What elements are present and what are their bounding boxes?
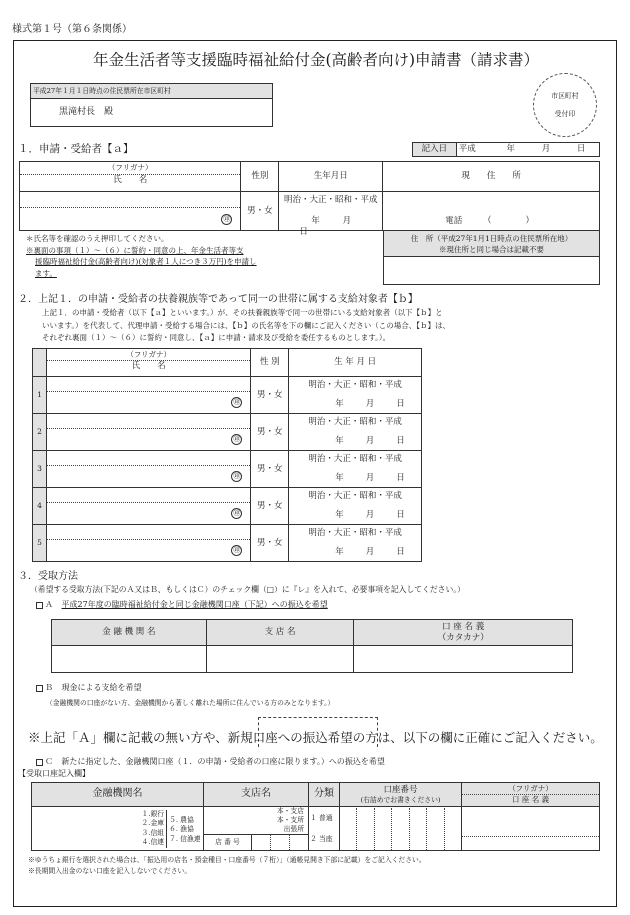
holder-label: 口 座 名 義 xyxy=(442,621,485,632)
dob-header: 生年月日 xyxy=(279,162,383,192)
applicant-name-field[interactable] xyxy=(20,192,241,231)
era-options: 明治・大正・昭和・平成 xyxy=(308,453,402,464)
branch-name-field[interactable] xyxy=(206,646,354,673)
year-label: 年 xyxy=(335,398,344,409)
dependent-name-field[interactable] xyxy=(46,451,250,488)
day-label: 日 xyxy=(396,509,405,520)
footnote-yucho: ※ゆうちょ銀行を選択された場合は、「振込用の店名・預金種目・口座番号（７桁）」（通帳見開き下部に記載）をご記入ください。 xyxy=(28,856,426,864)
option-b xyxy=(36,683,142,693)
seal-mark: ㊞ xyxy=(233,471,241,480)
entry-date-field[interactable] xyxy=(456,143,599,157)
name-label: 氏 名 xyxy=(113,174,148,185)
option-a xyxy=(36,600,328,610)
section3-heading: ３．受取方法 xyxy=(18,571,78,582)
year-label: 年 xyxy=(335,472,344,483)
month-label: 月 xyxy=(365,398,375,409)
day-label: 日 xyxy=(396,546,405,557)
holder-name-label: 口 座 名 義 xyxy=(511,795,550,804)
option-c xyxy=(36,757,385,767)
furigana-label: （フリガナ） xyxy=(20,163,240,175)
dep-gender-header: 性 別 xyxy=(251,349,289,377)
seal-mark: ㊞ xyxy=(233,545,241,554)
new-account-table xyxy=(31,782,600,851)
name-label: 氏 名 xyxy=(131,360,166,371)
bank-types-b xyxy=(167,810,201,848)
option-item: 出張所 xyxy=(283,825,304,833)
option-item: ２ 当座 xyxy=(310,834,333,843)
day-label: 日 xyxy=(396,398,405,409)
row-number: 1 xyxy=(33,377,47,414)
account-type-options[interactable] xyxy=(309,807,340,851)
row-number: 4 xyxy=(33,488,47,525)
era-options: 明治・大正・昭和・平成 xyxy=(308,527,402,538)
seal-mark: ㊞ xyxy=(233,397,241,406)
month-label: 月 xyxy=(365,509,375,520)
applicant-address-field[interactable] xyxy=(383,192,600,231)
month-label: 月 xyxy=(365,435,375,446)
phone-field[interactable]: （ ） xyxy=(482,216,534,227)
section3-instruction: （希望する受取方法(下記のＡ又はＢ、もしくはＣ）のチェック欄（□）に『レ』を入れて、必要事項を記入してください。） xyxy=(30,585,465,594)
account-form-title: 【受取口座記入欄】 xyxy=(18,769,90,778)
section2-desc-2: いいます。）を代表して、代理申請・受給する場合には、【ｂ】の氏名等を下の欄にご記入ください（この場合、【ｂ】は、 xyxy=(42,320,450,330)
note-seal: ＊氏名等を確認のうえ押印してください。 xyxy=(26,234,169,243)
dependent-gender-field[interactable]: 男・女 xyxy=(251,488,289,525)
day-label: 日 xyxy=(396,472,405,483)
acctno-note: (右詰めでお書きください) xyxy=(360,795,441,804)
acctno-label: 口座番号 xyxy=(383,784,418,795)
col-branch-header: 支店名 xyxy=(204,783,309,807)
col-holder-header xyxy=(462,783,600,807)
dependent-gender-field[interactable]: 男・女 xyxy=(251,414,289,451)
reception-stamp-area xyxy=(533,73,597,137)
year-label: 年 xyxy=(506,144,515,155)
resident-address-box xyxy=(383,230,600,285)
account-number-field[interactable] xyxy=(340,807,462,851)
new-bank-name-field[interactable] xyxy=(32,807,142,851)
phone-label: 電話 xyxy=(445,216,463,227)
option-item: ６. 漁協 xyxy=(169,825,194,833)
dependent-name-field[interactable] xyxy=(46,525,250,562)
new-branch-field[interactable] xyxy=(204,807,309,851)
section1-notes xyxy=(26,233,376,279)
era-label: 平成 xyxy=(458,144,476,155)
col-acctno-header xyxy=(340,783,462,807)
option-b-checkbox[interactable] xyxy=(36,685,43,692)
day-label: 日 xyxy=(396,435,405,446)
option-item: ３.信組 xyxy=(141,828,165,837)
month-label: 月 xyxy=(541,144,551,155)
applicant-table xyxy=(19,161,600,237)
option-c-text: 新たに指定した、金融機関口座（１．の申請・受給者の口座に限ります。）への振込を希望 xyxy=(61,757,385,766)
seal-mark: ㊞ xyxy=(233,434,241,443)
section1-heading: １．申請・受給者【ａ】 xyxy=(18,143,134,155)
seal-mark: ㊞ xyxy=(233,508,241,517)
section2-description xyxy=(42,307,612,345)
form-number: 様式第１号（第６条関係） xyxy=(12,24,132,35)
option-item: １.銀行 xyxy=(141,809,165,818)
stamp-label-line1: 市区町村 xyxy=(551,92,579,100)
footnote-dormant: ※長期間入出金のない口座を記入しないでください。 xyxy=(28,867,192,875)
row-number: 3 xyxy=(33,451,47,488)
dependent-name-field[interactable] xyxy=(46,414,250,451)
row-number: 5 xyxy=(33,525,47,562)
month-label: 月 xyxy=(365,546,375,557)
gender-header: 性別 xyxy=(241,162,279,192)
page-title: 年金生活者等支援臨時福祉給付金(高齢者向け)申請書（請求書） xyxy=(92,51,540,69)
era-options: 明治・大正・昭和・平成 xyxy=(308,416,402,427)
era-options: 明治・大正・昭和・平成 xyxy=(284,195,378,205)
footnotes xyxy=(28,855,613,877)
dependent-gender-field[interactable]: 男・女 xyxy=(251,525,289,562)
option-c-checkbox[interactable] xyxy=(36,759,43,766)
option-item: ２.金庫 xyxy=(141,819,165,827)
note-pledge-1: ※裏面の事項（１）～（６）に誓約・同意の上、年金生活者等支 xyxy=(26,245,244,255)
option-a-text: 平成27年度の臨時福祉給付金と同じ金融機関口座（下記）への振込を希望 xyxy=(61,600,328,609)
furigana-label: （フリガナ） xyxy=(47,350,250,361)
bank-type-options[interactable] xyxy=(142,807,204,851)
option-item: ７. 信漁連 xyxy=(169,834,201,843)
bank-types-a xyxy=(142,810,168,848)
option-item: １ 普通 xyxy=(310,813,333,822)
option-b-label: Ｂ xyxy=(45,683,53,692)
new-account-notice: ※上記「Ａ」欄に記載の無い方や、新規口座への振込希望の方は、以下の欄に正確にご記入ください。 xyxy=(28,730,603,745)
dependent-row xyxy=(33,525,422,562)
resaddr-note: ※現住所と同じ場合は記載不要 xyxy=(439,244,544,254)
option-item: ５. 農協 xyxy=(169,815,194,824)
dependent-row xyxy=(33,488,422,525)
addressee-header: 平成27年１月１日時点の住民票所在市区町村 xyxy=(31,84,273,99)
day-label: 日 xyxy=(576,144,586,155)
holder-header xyxy=(354,620,573,646)
option-item: 本・支店 xyxy=(276,807,304,815)
section2-desc-1: 上記１．の申請・受給者（以下【ａ】といいます。）が、その扶養親族等で同一の世帯にいる支給対象者（以下【ｂ】と xyxy=(42,308,443,317)
dependent-row xyxy=(33,451,422,488)
year-label: 年 xyxy=(335,509,344,520)
bank-name-header: 金 融 機 関 名 xyxy=(52,620,207,646)
row-number: 2 xyxy=(33,414,47,451)
year-label: 年 xyxy=(311,216,320,226)
resident-address-field[interactable] xyxy=(384,257,600,285)
year-label: 年 xyxy=(335,435,344,446)
dependent-dob-field[interactable] xyxy=(289,488,422,525)
dependent-row xyxy=(33,377,422,414)
day-label: 日 xyxy=(299,226,308,237)
dependent-dob-field[interactable] xyxy=(289,451,422,488)
section2-heading: ２．上記１．の申請・受給者の扶養親族等であって同一の世帯に属する支給対象者【ｂ】 xyxy=(18,294,418,305)
dependent-gender-field[interactable]: 男・女 xyxy=(251,451,289,488)
option-b-note: （金融機関の口座がない方、金融機関から著しく離れた場所に住んでいる方のみとなります。） xyxy=(46,699,335,707)
note-pledge-3: ます。 xyxy=(35,268,57,278)
dependent-dob-field[interactable] xyxy=(289,414,422,451)
address-header: 現 住 所 xyxy=(383,162,600,192)
account-holder-field[interactable] xyxy=(462,807,600,851)
dep-name-header xyxy=(46,349,250,377)
section2-desc-3: それぞれ裏面（１）～（６）に誓約・同意し、【ａ】に申請・請求及び受給を委任するものとします。）。 xyxy=(42,333,391,342)
col-bank-header: 金融機関名 xyxy=(32,783,204,807)
option-item: 本・支所 xyxy=(276,816,304,824)
dependents-table xyxy=(32,348,422,562)
dependent-name-field[interactable] xyxy=(46,377,250,414)
option-a-label: Ａ xyxy=(45,600,53,609)
entry-date xyxy=(412,142,600,157)
dependent-row xyxy=(33,414,422,451)
dependent-gender-field[interactable]: 男・女 xyxy=(251,377,289,414)
month-label: 月 xyxy=(365,472,375,483)
dependent-dob-field[interactable] xyxy=(289,377,422,414)
applicant-gender-field[interactable]: 男・女 xyxy=(241,192,279,231)
col-type-header: 分類 xyxy=(309,783,340,807)
holder-furigana-label: （フリガナ） xyxy=(462,784,599,795)
note-pledge-2: 援臨時福祉給付金(高齢者向け)(対象者１人につき３万円)を申請し xyxy=(35,257,257,266)
existing-account-table xyxy=(51,619,573,673)
seal-mark: ㊞ xyxy=(223,214,231,223)
dep-dob-header: 生 年 月 日 xyxy=(289,349,422,377)
option-a-checkbox[interactable] xyxy=(36,602,43,609)
branch-name-header: 支 店 名 xyxy=(206,620,354,646)
holder-field[interactable] xyxy=(354,646,573,673)
era-options: 明治・大正・昭和・平成 xyxy=(308,490,402,501)
era-options: 明治・大正・昭和・平成 xyxy=(308,379,402,390)
option-b-text: 現金による支給を希望 xyxy=(61,683,142,692)
year-label: 年 xyxy=(335,546,344,557)
branch-no-label: 店 番 号 xyxy=(204,835,252,850)
addressee-mayor: 黒滝村長 殿 xyxy=(31,99,273,127)
entry-date-label: 記入日 xyxy=(413,143,457,157)
month-label: 月 xyxy=(342,216,352,226)
addressee-box xyxy=(30,83,273,127)
resaddr-label: 住 所（平成27年1月1日時点の住民票所在地） xyxy=(410,233,573,243)
holder-kana-label: （カタカナ） xyxy=(437,632,489,643)
application-form xyxy=(13,40,617,907)
stamp-label-line2: 受付印 xyxy=(554,110,576,118)
option-c-label: Ｃ xyxy=(45,757,53,766)
dependent-name-field[interactable] xyxy=(46,488,250,525)
applicant-dob-field[interactable] xyxy=(279,192,383,237)
bank-name-field[interactable] xyxy=(52,646,207,673)
name-header xyxy=(20,162,241,192)
dependent-dob-field[interactable] xyxy=(289,525,422,562)
option-item: ４.信連 xyxy=(141,838,165,846)
branch-types xyxy=(204,807,308,834)
